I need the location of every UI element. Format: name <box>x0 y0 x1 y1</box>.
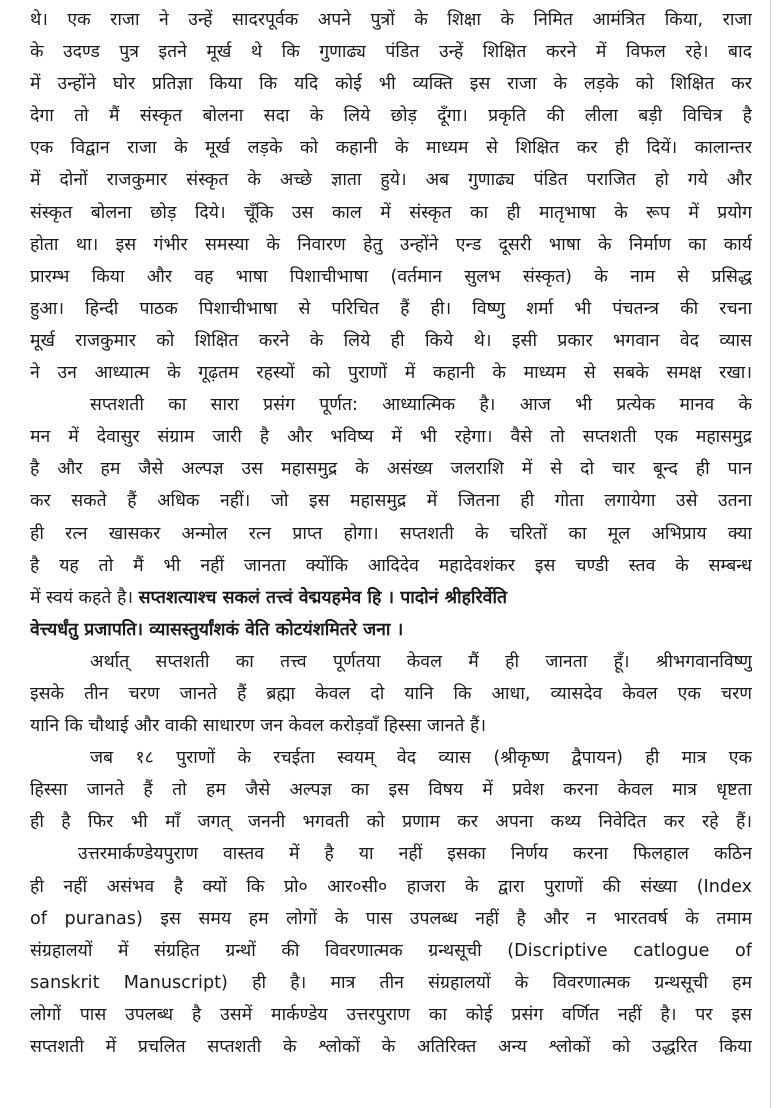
text-line: लोगों पास उपलब्ध है उसमें मार्कण्डेय उत्तरपुराण का कोई प्रसंग वर्णित नहीं है। पर इस <box>30 1004 752 1025</box>
text-line: संग्रहालयों में संग्रहित ग्रन्थों की विवरणात्मक ग्रन्थसूची (Discriptive catlogue of <box>30 940 752 961</box>
text-line: इसके तीन चरण जानते हैं ब्रह्मा केवल दो यानि कि आधा, व्यासदेव केवल एक चरण <box>30 683 752 704</box>
text-line: संस्कृत बोलना छोड़ दिये। चूँकि उस काल में संस्कृत का ही मातृभाषा के रूप में प्रयोग <box>30 202 752 223</box>
text-line-indented: जब १८ पुराणों के रचईता स्वयम् वेद व्यास (श्रीकृष्ण द्वैपायन) ही मात्र एक <box>90 748 752 769</box>
text-line: sanskrit Manuscript) ही है। मात्र तीन संग्रहालयों के विवरणात्मक ग्रन्थसूची हम <box>30 972 752 993</box>
text-line-indented: सप्तशती का सारा प्रसंग पूर्णत: आध्यात्मिक है। आज भी प्रत्येक मानव के <box>90 395 752 416</box>
verse-line <box>30 582 752 614</box>
text-line: मन में देवासुर संग्राम जारी है और भविष्य में भी रहेगा। वैसे तो सप्तशती एक महासमुद्र <box>30 427 752 448</box>
text-line: प्रारम्भ किया और वह भाषा पिशाचीभाषा (वर्तमान सुलभ संस्कृत) के नाम से प्रसिद्ध <box>30 266 752 287</box>
text-line: ही रत्न खासकर अन्मोल रत्न प्राप्त होगा। सप्तशती के चरितों का मूल अभिप्राय क्या <box>30 523 752 544</box>
text-line: of puranas) इस समय हम लोगों के पास उपलब्ध नहीं है और न भारतवर्ष के तमाम <box>30 908 752 929</box>
text-line: है यह तो मैं भी नहीं जानता क्योंकि आदिदेव महादेवशंकर इस चण्डी स्तव के सम्बन्ध <box>30 555 752 576</box>
text-line: होता था। इस गंभीर समस्या के निवारण हेतु उन्होंने एन्ड दूसरी भाषा के निर्माण का कार्य <box>30 234 752 255</box>
text-line: में दोनों राजकुमार संस्कृत के अच्छे ज्ञाता हुये। अब गुणाढ्य पंडित पराजित हो गये और <box>30 170 752 191</box>
page-edge-rule <box>770 0 771 1108</box>
verse-lead-text: में स्वयं कहते है। <box>30 587 134 608</box>
body-text <box>30 4 752 1063</box>
text-line: थे। एक राजा ने उन्हें सादरपूर्वक अपने पुत्रों के शिक्षा के निमित आमंत्रित किया, राजा <box>30 10 752 30</box>
text-line: एक विद्वान राजा के मूर्ख लड़के को कहानी के माध्यम से शिक्षित कर ही दियें। कालान्तर <box>30 138 752 159</box>
text-line: देगा तो मैं संस्कृत बोलना सदा के लिये छोड़ दूँगा। प्रकृति की लीला बड़ी विचित्र है <box>30 106 752 127</box>
text-line: हुआ। हिन्दी पाठक पिशाचीभाषा से परिचित हैं ही। विष्णु शर्मा भी पंचतन्त्र की रचना <box>30 298 752 319</box>
text-line: कर सकते हैं अधिक नहीं। जो इस महासमुद्र में जितना ही गोता लगायेगा उसे उतना <box>30 491 752 512</box>
text-line: के उदण्ड पुत्र इतने मूर्ख थे कि गुणाढ्य पंडित उन्हें शिक्षित करने में विफल रहे। बाद <box>30 42 752 63</box>
text-line-indented: अर्थात् सप्तशती का तत्त्व पूर्णतया केवल मैं ही जानता हूँ। श्रीभगवानविष्णु <box>90 651 752 672</box>
text-line: यानि कि चौथाई और वाकी साधारण जन केवल करोड़वाँ हिस्सा जानते हैं। <box>30 716 487 737</box>
text-line: है और हम जैसे अल्पज्ञ उस महासमुद्र के असंख्य जलराशि में से दो चार बून्द ही पान <box>30 459 752 480</box>
text-line: ही नहीं असंभव है क्यों कि प्रो० आर०सी० हाजरा के द्वारा पुराणों की संख्या (Index <box>30 876 752 897</box>
text-line: मूर्ख राजकुमार को शिक्षित करने के लिये ही किये थे। इसी प्रकार भगवान वेद व्यास <box>30 330 752 351</box>
verse-sanskrit-2: वेत्त्यर्धंतु प्रजापति। व्यासस्तुर्यांशकं वेति कोटयंशमितरे जना । <box>30 619 404 640</box>
text-line: में उन्होंने घोर प्रतिज्ञा किया कि यदि कोई भी व्यक्ति इस राजा के लड़के को शिक्षित कर <box>30 74 752 95</box>
verse-sanskrit-1: सप्तशत्याश्च सकलं तत्त्वं वेद्मयहमेव हि । पादोनं श्रीहरिर्वेति <box>138 587 508 608</box>
text-line-indented: उत्तरमार्कण्डेयपुराण वास्तव में है या नहीं इसका निर्णय करना फिलहाल कठिन <box>78 844 752 865</box>
text-line: सप्तशती में प्रचलित सप्तशती के श्लोकों के अतिरिक्त अन्य श्लोकों को उद्धरित किया <box>30 1037 752 1057</box>
text-line: ने उन आध्यात्म के गूढ़तम रहस्यों को पुराणों में कहानी के माध्यम से सबके समक्ष रखा। <box>30 363 752 384</box>
text-line: हिस्सा जानते हैं तो हम जैसे अल्पज्ञ का इस विषय में प्रवेश करना केवल मात्र धृष्टता <box>30 780 752 801</box>
text-line: ही है फिर भी माँ जगत् जननी भगवती को प्रणाम कर अपना कथ्य निवेदित कर रहे हैं। <box>30 812 752 833</box>
